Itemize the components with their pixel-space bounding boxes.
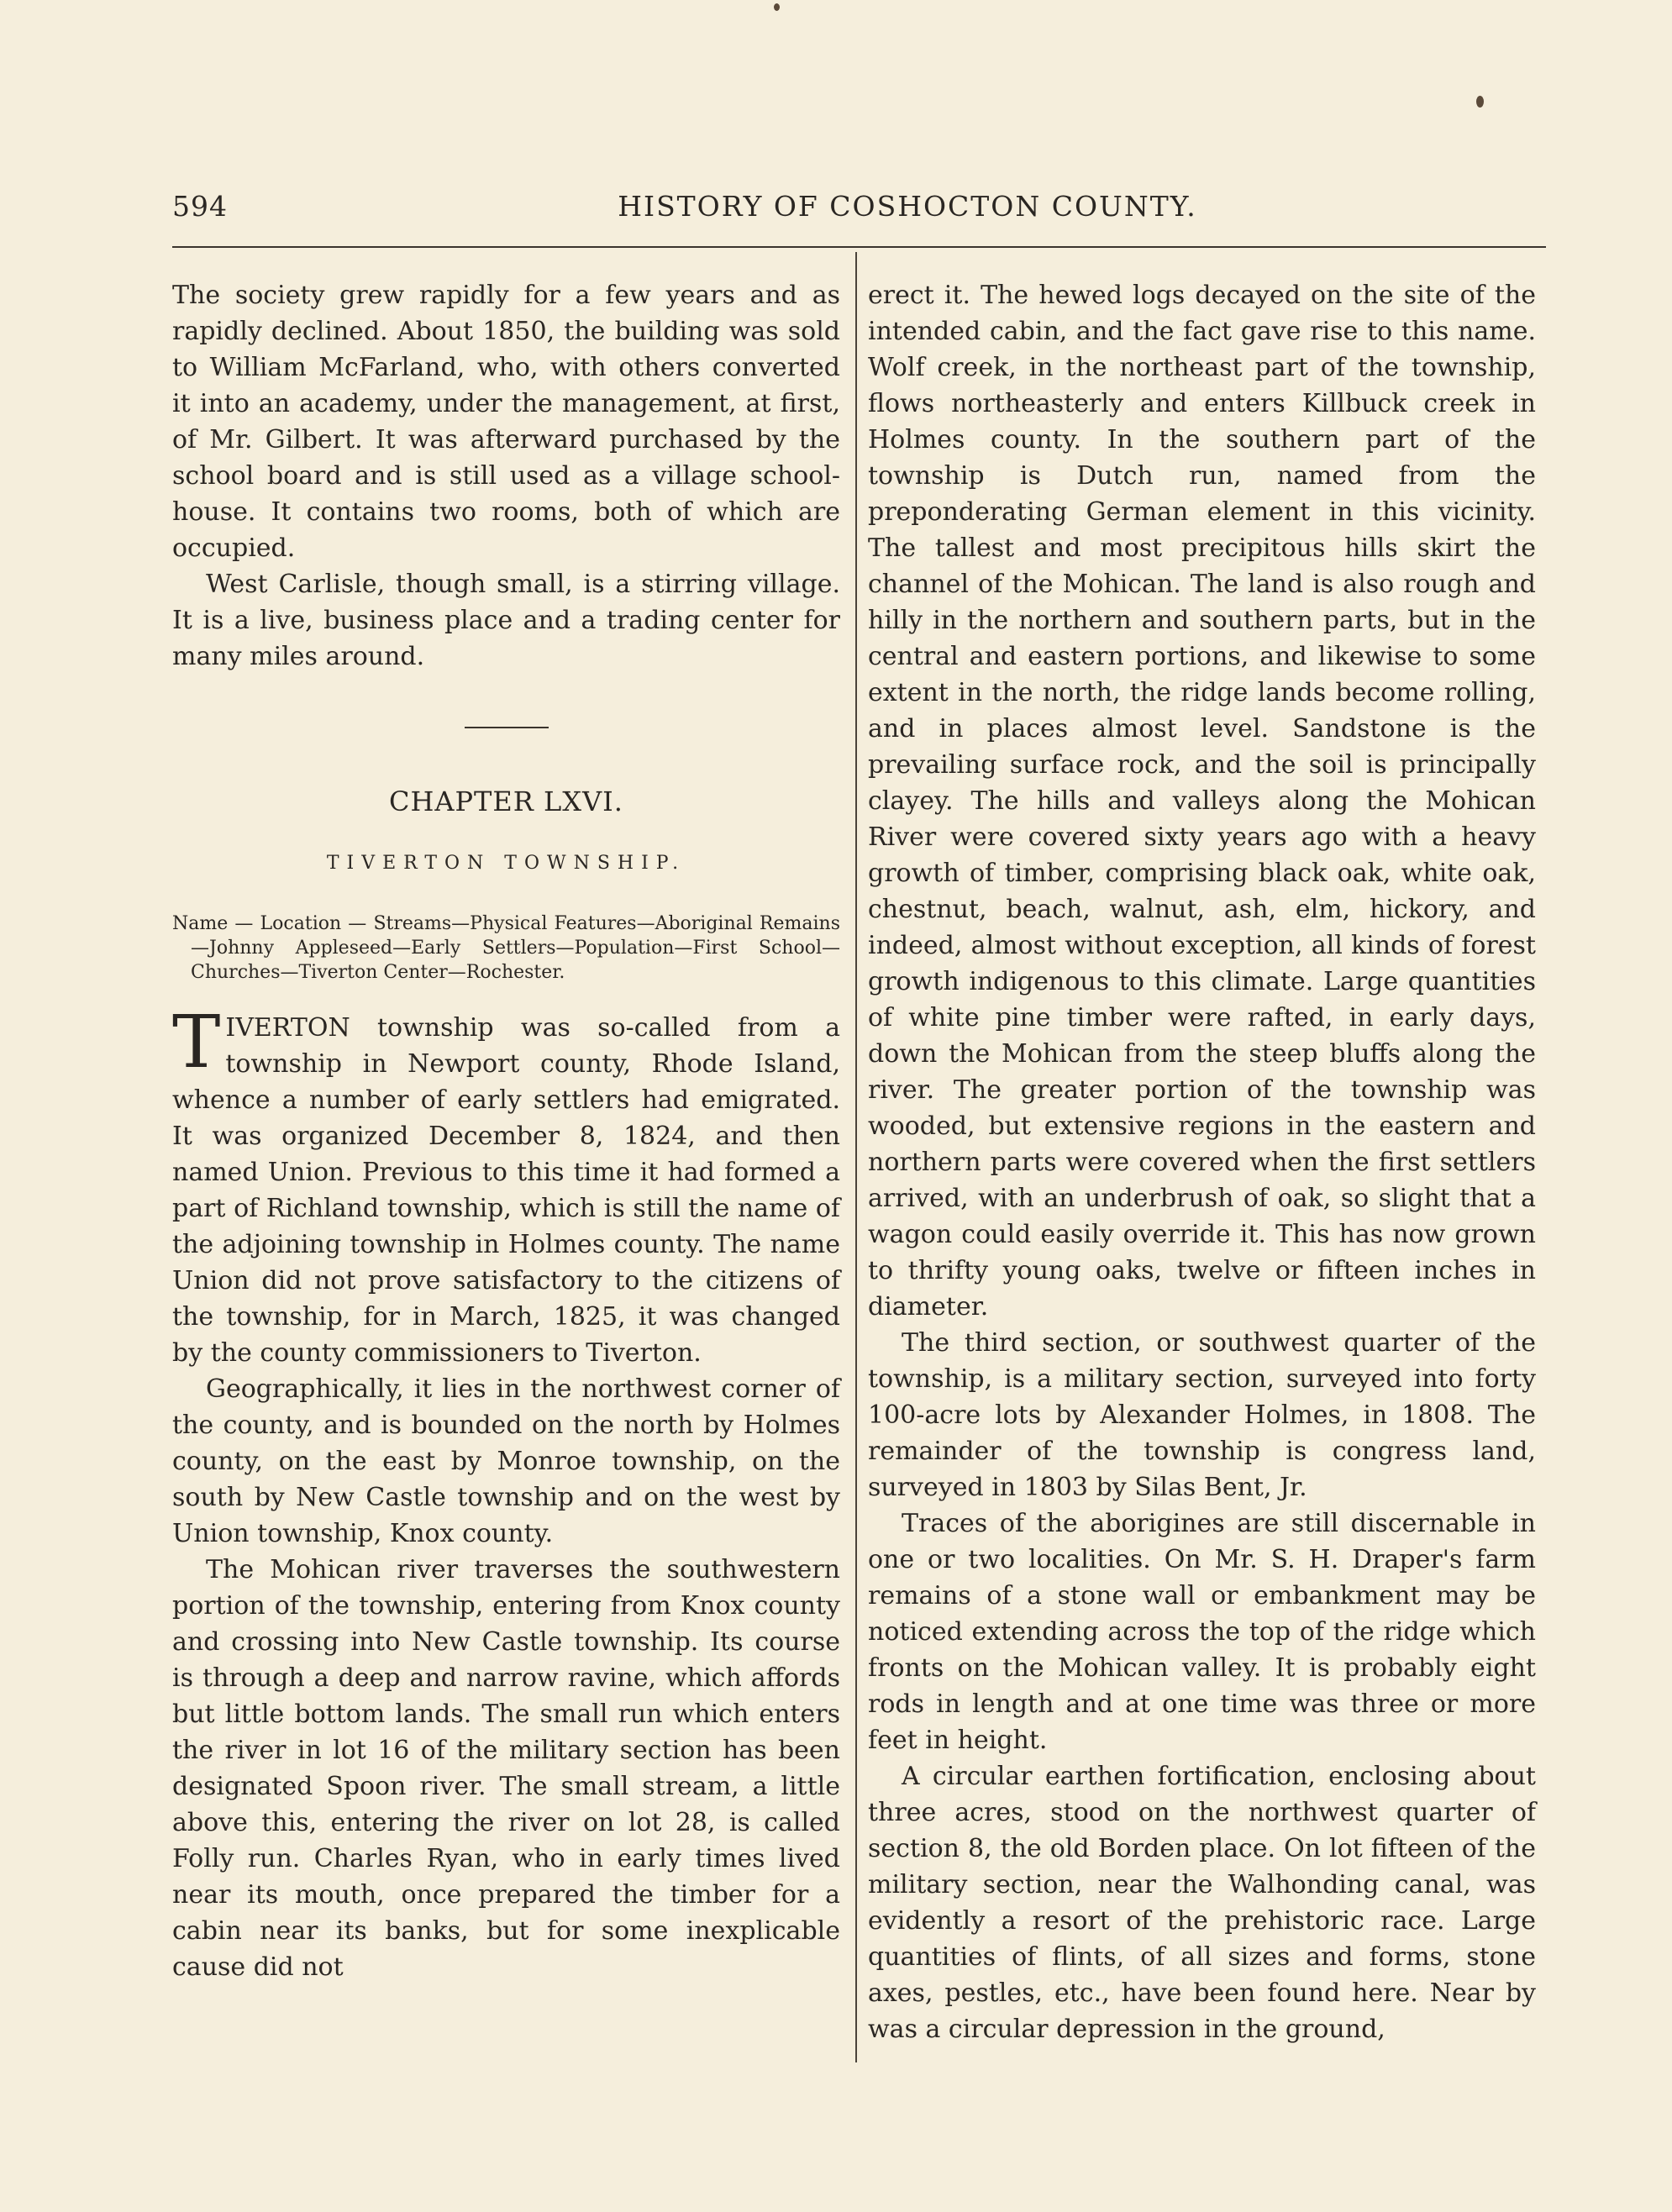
paragraph: Traces of the aborigines are still discernable in one or two localities. On Mr. S. H. Draper's farm remains of a stone wall or embankment may be noticed extending across the top of the ridge which fronts on the Mohican valley. It is probably eight rods in length and at one time was three or more feet in height. bbox=[868, 1509, 1536, 1755]
column-rule bbox=[855, 252, 857, 2062]
paragraph: The society grew rapidly for a few years and as rapidly declined. About 1850, the building was sold to William McFarland, who, with others converted it into an academy, under the management, at first, of Mr. Gilbert. It was afterward purchased by the school board and is still used as a village school-house. It contains two rooms, both of which are occupied. bbox=[172, 281, 840, 563]
header-rule bbox=[172, 246, 1546, 248]
ink-speck-right bbox=[1476, 96, 1484, 108]
section-title: TIVERTON TOWNSHIP. bbox=[326, 853, 686, 874]
chapter-synopsis: Name — Location — Streams—Physical Features—Aboriginal Remains—Johnny Appleseed—Early Settlers—Population—First School—Churches—Tiverton Center—Rochester. bbox=[172, 913, 840, 983]
page-number: 594 bbox=[172, 190, 228, 223]
right-column bbox=[868, 277, 1536, 2047]
opening-paragraph-text: IVERTON township was so-called from a township in Newport county, Rhode Island, whence a number of early settlers had emigrated. It was organized December 8, 1824, and then named Union. Previous to this time it had formed a part of Richland township, which is still the name of the adjoining township in Holmes county. The name Union did not prove satisfactory to the citizens of the township, for in March, 1825, it was changed by the county commissioners to Tiverton. bbox=[172, 1013, 840, 1368]
paragraph: The Mohican river traverses the southwestern portion of the township, entering from Knox county and crossing into New Castle township. Its course is through a deep and narrow ravine, which affords but little bottom lands. The small run which enters the river in lot 16 of the military section has been designated Spoon river. The small stream, a little above this, entering the river on lot 28, is called Folly run. Charles Ryan, who in early times lived near its mouth, once prepared the timber for a cabin near its banks, but for some inexplicable cause did not bbox=[172, 1555, 840, 1982]
section-divider bbox=[465, 727, 549, 728]
left-column bbox=[172, 277, 840, 1985]
paragraph: West Carlisle, though small, is a stirring village. It is a live, business place and a trading center for many miles around. bbox=[172, 570, 840, 671]
chapter-title: CHAPTER LXVI. bbox=[389, 785, 623, 817]
drop-cap: T bbox=[172, 1001, 221, 1085]
paragraph: A circular earthen fortification, enclosing about three acres, stood on the northwest quarter of section 8, the old Borden place. On lot fifteen of the military section, near the Walhonding canal, was evidently a resort of the prehistoric race. Large quantities of flints, of all sizes and forms, stone axes, pestles, etc., have been found here. Near by was a circular depression in the ground, bbox=[868, 1762, 1536, 2044]
paragraph: Geographically, it lies in the northwest corner of the county, and is bounded on the north by Holmes county, on the east by Monroe township, on the south by New Castle township and on the west by Union township, Knox county. bbox=[172, 1374, 840, 1548]
ink-speck-top bbox=[774, 3, 780, 11]
paragraph: erect it. The hewed logs decayed on the site of the intended cabin, and the fact gave rise to this name. Wolf creek, in the northeast part of the township, flows northeasterly and enters Killbuck creek in Holmes county. In the southern part of the township is Dutch run, named from the preponderating German element in this vicinity. The tallest and most precipitous hills skirt the channel of the Mohican. The land is also rough and hilly in the northern and southern parts, but in the central and eastern portions, and likewise to some extent in the north, the ridge lands become rolling, and in places almost level. Sandstone is the prevailing surface rock, and the soil is principally clayey. The hills and valleys along the Mohican River were covered sixty years ago with a heavy growth of timber, comprising black oak, white oak, chestnut, beach, walnut, ash, elm, hickory, and indeed, almost without exception, all kinds of forest growth indigenous to this climate. Large quantities of white pine timber were rafted, in early days, down the Mohican from the steep bluffs along the river. The greater portion of the township was wooded, but extensive regions in the eastern and northern parts were covered when the first settlers arrived, with an underbrush of oak, so slight that a wagon could easily override it. This has now grown to thrifty young oaks, twelve or fifteen inches in diameter. bbox=[868, 281, 1536, 1321]
opening-paragraph bbox=[172, 1001, 840, 1371]
paragraph: The third section, or southwest quarter of the township, is a military section, surveyed into forty 100-acre lots by Alexander Holmes, in 1808. The remainder of the township is congress land, surveyed in 1803 by Silas Bent, Jr. bbox=[868, 1328, 1536, 1502]
running-title: HISTORY OF COSHOCTON COUNTY. bbox=[618, 190, 1197, 223]
